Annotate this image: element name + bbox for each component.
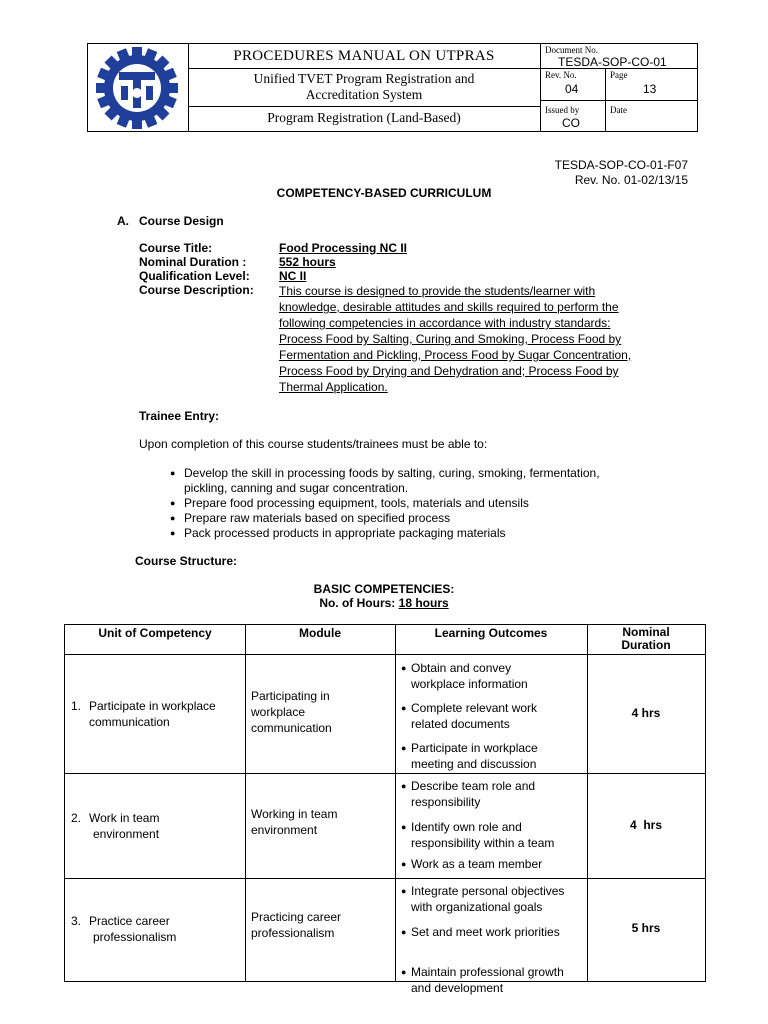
bullet-icon: ● <box>401 743 407 753</box>
learning-outcome: ● Obtain and convey workplace information <box>401 661 528 691</box>
col-header-duration: Nominal Duration <box>621 625 671 652</box>
learning-outcome: ● Maintain professional growth and development <box>401 965 564 995</box>
module-name: Participating in workplace communication <box>251 688 332 735</box>
col-header-outcomes: Learning Outcomes <box>434 626 548 640</box>
form-code: TESDA-SOP-CO-01-F07 Rev. No. 01-02/13/15 <box>554 158 688 187</box>
course-values <box>279 241 407 283</box>
rev-value: 04 <box>565 82 579 96</box>
trainee-heading: Trainee Entry: <box>139 409 220 423</box>
bullet-icon: ● <box>170 528 176 538</box>
learning-outcome: ● Complete relevant work related documents <box>401 701 538 731</box>
doc-no-label: Document No. <box>545 45 598 55</box>
course-description-line: Process Food by Salting, Curing and Smoking, Process Food by <box>279 332 622 346</box>
doc-title: COMPETENCY-BASED CURRICULUM <box>276 186 492 200</box>
col-header-unit: Unit of Competency <box>98 626 212 640</box>
list-item: ● Prepare raw materials based on specified process <box>170 511 451 525</box>
bullet-icon: ● <box>401 927 407 937</box>
learning-outcome: ● Identify own role and responsibility within a team <box>401 820 555 850</box>
hours-line: No. of Hours: 18 hours <box>319 596 449 610</box>
bullet-icon: ● <box>170 513 176 523</box>
unit-number: 2. <box>71 810 82 825</box>
unit-number: 3. <box>71 914 82 928</box>
bullet-icon: ● <box>401 967 407 977</box>
module-name: Practicing career professionalism <box>251 910 342 940</box>
learning-outcome: ● Work as a team member <box>401 857 543 871</box>
page-label: Page <box>610 70 628 80</box>
nominal-duration: 5 hrs <box>631 921 661 935</box>
list-item: ● Pack processed products in appropriate packaging materials <box>170 526 506 540</box>
course-description-line: Thermal Application. <box>279 380 388 394</box>
nominal-duration: 4 hrs <box>629 817 662 832</box>
course-description-line: Process Food by Drying and Dehydration and; Process Food by <box>279 364 619 378</box>
page-value: 13 <box>643 82 657 96</box>
section-title: Course Design <box>139 214 224 228</box>
module-name: Working in team environment <box>251 806 338 837</box>
list-item: ● Develop the skill in processing foods by salting, curing, smoking, fermentation, pickling, canning and sugar concentration. <box>170 466 600 495</box>
unit-of-competency: Practice career professionalism <box>89 914 177 944</box>
bullet-icon: ● <box>170 468 176 478</box>
issued-label: Issued by <box>545 105 580 115</box>
doc-no-value: TESDA-SOP-CO-01 <box>558 55 667 69</box>
col-header-module: Module <box>299 626 341 640</box>
bullet-icon: ● <box>401 703 407 713</box>
course-description <box>279 283 631 395</box>
nominal-duration: 4 hrs <box>631 705 661 720</box>
structure-heading: Course Structure: <box>135 554 238 568</box>
unit-of-competency: Participate in workplace communication <box>89 698 216 729</box>
bullet-icon: ● <box>401 781 407 791</box>
section-letter: A. <box>117 214 129 228</box>
list-item: ● Prepare food processing equipment, tools, materials and utensils <box>170 496 529 510</box>
document-header <box>87 43 698 132</box>
trainee-outcomes-list <box>168 466 600 541</box>
unit-of-competency: Work in team environment <box>89 810 160 841</box>
course-description-line: knowledge, desirable attitudes and skills required to perform the <box>279 300 619 314</box>
course-title: Food Processing NC II <box>279 241 408 255</box>
bullet-icon: ● <box>401 886 407 896</box>
section-name: Program Registration (Land-Based) <box>267 110 461 125</box>
bullet-icon: ● <box>401 859 407 869</box>
course-qualification: NC II <box>279 269 307 283</box>
basic-competencies-heading: BASIC COMPETENCIES: <box>313 582 455 596</box>
learning-outcome: ● Participate in workplace meeting and discussion <box>401 741 538 771</box>
rev-label: Rev. No. <box>545 70 577 80</box>
course-duration: 552 hours <box>279 255 336 269</box>
learning-outcome: ● Describe team role and responsibility <box>401 779 536 809</box>
date-label: Date <box>610 105 627 115</box>
manual-title: PROCEDURES MANUAL ON UTPRAS <box>233 48 495 64</box>
bullet-icon: ● <box>401 663 407 673</box>
course-description-line: following competencies in accordance with industry standards: <box>279 316 611 330</box>
course-description-line: This course is designed to provide the students/learner with <box>279 284 596 298</box>
system-name: Unified TVET Program Registration and Accreditation System <box>253 71 475 102</box>
competency-table <box>64 624 706 995</box>
issued-value: CO <box>562 116 580 130</box>
tesda-gear-logo-icon <box>95 46 179 130</box>
course-labels: Course Title: Nominal Duration : Qualification Level: Course Description: <box>139 241 254 297</box>
learning-outcome: ● Set and meet work priorities <box>401 925 560 939</box>
trainee-intro: Upon completion of this course students/trainees must be able to: <box>139 437 488 451</box>
course-description-line: Fermentation and Pickling, Process Food by Sugar Concentration, <box>279 348 632 362</box>
unit-number: 1. <box>71 698 82 713</box>
bullet-icon: ● <box>170 498 176 508</box>
bullet-icon: ● <box>401 822 407 832</box>
learning-outcome: ● Integrate personal objectives with organizational goals <box>401 884 565 914</box>
